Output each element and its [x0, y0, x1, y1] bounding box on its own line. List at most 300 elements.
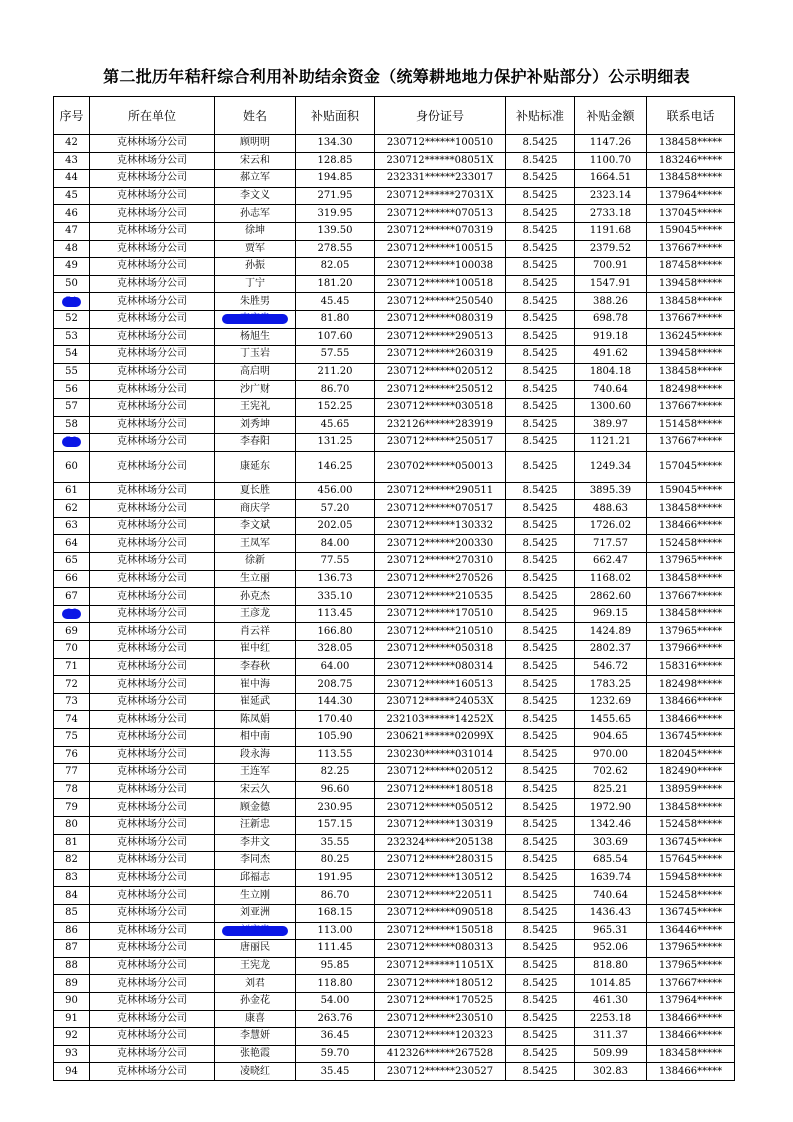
cell-amount-text: 1783.25: [589, 678, 632, 690]
cell-id: [375, 816, 506, 834]
cell-phone-text: 159045*****: [658, 484, 723, 496]
cell-id-text: 230712******100518: [386, 278, 494, 290]
cell-name: [215, 553, 296, 571]
cell-phone-text: 136245*****: [658, 330, 723, 342]
table-row: [54, 553, 735, 571]
cell-no: [54, 451, 90, 482]
cell-rate: [506, 275, 575, 293]
cell-area: [296, 328, 375, 346]
cell-name: [215, 940, 296, 958]
cell-no: [54, 434, 90, 452]
cell-name: [215, 623, 296, 641]
cell-rate-text: 8.5425: [522, 348, 558, 360]
cell-id-text: 230712******120323: [386, 1030, 494, 1042]
cell-rate-text: 8.5425: [522, 625, 558, 637]
cell-phone: [647, 363, 735, 381]
cell-area: [296, 764, 375, 782]
cell-no-text: 67: [65, 590, 78, 602]
cell-unit-text: 克林林场分公司: [117, 625, 187, 637]
cell-rate: [506, 922, 575, 940]
cell-amount: [575, 957, 647, 975]
cell-no: [54, 517, 90, 535]
cell-unit-text: 克林林场分公司: [117, 207, 187, 219]
cell-id-text: 230712******160513: [386, 678, 494, 690]
cell-name: [215, 693, 296, 711]
cell-no: [54, 346, 90, 364]
cell-name: [215, 605, 296, 623]
cell-phone-text: 137966*****: [658, 643, 723, 655]
cell-unit-text: 克林林场分公司: [117, 643, 187, 655]
cell-id: [375, 451, 506, 482]
cell-no-text: 56: [65, 383, 78, 395]
cell-amount-text: 1300.60: [589, 401, 632, 413]
cell-rate: [506, 764, 575, 782]
cell-rate: [506, 416, 575, 434]
cell-area-text: 113.00: [317, 924, 353, 936]
cell-phone: [647, 451, 735, 482]
cell-no-text: 74: [65, 713, 78, 725]
cell-rate: [506, 641, 575, 659]
cell-area-text: 194.85: [317, 172, 353, 184]
table-row: [54, 187, 735, 205]
cell-id-text: 230712******130332: [386, 520, 494, 532]
cell-rate-text: 8.5425: [522, 520, 558, 532]
cell-amount: [575, 328, 647, 346]
table-row: [54, 816, 735, 834]
cell-phone: [647, 658, 735, 676]
cell-area: [296, 658, 375, 676]
table-row: [54, 1045, 735, 1063]
cell-unit-text: 克林林场分公司: [117, 660, 187, 672]
cell-name: [215, 152, 296, 170]
cell-no: [54, 1010, 90, 1028]
cell-id: [375, 781, 506, 799]
cell-amount: [575, 746, 647, 764]
cell-area-text: 59.70: [320, 1047, 350, 1059]
cell-amount-text: 965.31: [593, 924, 628, 936]
cell-no: [54, 293, 90, 311]
cell-id-text: 230712******220511: [386, 889, 494, 901]
cell-rate: [506, 500, 575, 518]
cell-phone: [647, 434, 735, 452]
cell-phone: [647, 623, 735, 641]
cell-amount: [575, 799, 647, 817]
cell-rate-text: 8.5425: [522, 555, 558, 567]
cell-name: [215, 187, 296, 205]
cell-no: [54, 940, 90, 958]
cell-amount: [575, 346, 647, 364]
cell-name-text: 贾军: [245, 242, 265, 254]
cell-phone-text: 138466*****: [658, 520, 723, 532]
cell-name-text: 康喜: [245, 1012, 265, 1024]
cell-area: [296, 258, 375, 276]
cell-rate-text: 8.5425: [522, 696, 558, 708]
cell-area-text: 113.55: [317, 748, 353, 760]
table-row: [54, 535, 735, 553]
cell-rate-text: 8.5425: [522, 907, 558, 919]
cell-rate: [506, 451, 575, 482]
cell-rate: [506, 1045, 575, 1063]
cell-name-text: 肖云祥: [240, 625, 270, 637]
cell-area: [296, 135, 375, 153]
cell-phone-text: 152458*****: [658, 819, 723, 831]
cell-name-text: 徐坤: [245, 225, 265, 237]
cell-name: [215, 904, 296, 922]
cell-id-text: 230712******070513: [386, 207, 494, 219]
cell-area-text: 80.25: [320, 854, 350, 866]
cell-name: [215, 170, 296, 188]
cell-no-text: 47: [65, 225, 78, 237]
cell-no: [54, 623, 90, 641]
cell-id: [375, 729, 506, 747]
table-row: [54, 588, 735, 606]
cell-id-text: 230712******250540: [386, 295, 494, 307]
cell-no: [54, 398, 90, 416]
cell-area-text: 181.20: [317, 278, 353, 290]
cell-id-text: 232331******233017: [386, 172, 494, 184]
cell-no: [54, 957, 90, 975]
cell-area-text: 111.45: [317, 942, 353, 954]
cell-name-text: 崔延武: [240, 696, 270, 708]
cell-area: [296, 570, 375, 588]
cell-phone-text: 136745*****: [658, 836, 723, 848]
cell-area-text: 230.95: [317, 801, 353, 813]
cell-rate: [506, 170, 575, 188]
cell-id-text: 230712******020512: [386, 766, 494, 778]
cell-area-text: 328.05: [317, 643, 353, 655]
cell-id: [375, 605, 506, 623]
cell-amount-text: 461.30: [593, 995, 628, 1007]
cell-unit: [90, 975, 215, 993]
cell-id: [375, 346, 506, 364]
cell-no: [54, 482, 90, 500]
cell-rate-text: 8.5425: [522, 572, 558, 584]
cell-rate: [506, 517, 575, 535]
cell-phone-text: 136446*****: [658, 924, 723, 936]
cell-area: [296, 1028, 375, 1046]
cell-id-text: 230712******210510: [386, 625, 494, 637]
cell-area: [296, 711, 375, 729]
cell-id: [375, 1010, 506, 1028]
cell-no: [54, 553, 90, 571]
cell-unit-text: 克林林场分公司: [117, 436, 187, 448]
cell-unit: [90, 363, 215, 381]
cell-amount-text: 1121.21: [589, 436, 632, 448]
cell-amount-text: 311.37: [593, 1030, 628, 1042]
cell-amount: [575, 500, 647, 518]
cell-area: [296, 434, 375, 452]
table-row: [54, 293, 735, 311]
table-row: [54, 434, 735, 452]
cell-area: [296, 834, 375, 852]
cell-phone-text: 136745*****: [658, 907, 723, 919]
cell-area: [296, 416, 375, 434]
table-row: [54, 170, 735, 188]
cell-area-text: 208.75: [317, 678, 353, 690]
cell-id: [375, 535, 506, 553]
cell-rate: [506, 957, 575, 975]
cell-amount-text: 1436.43: [589, 907, 632, 919]
cell-no-text: 81: [65, 836, 78, 848]
cell-amount: [575, 623, 647, 641]
cell-amount-text: 685.54: [593, 854, 628, 866]
cell-no-text: 64: [65, 537, 78, 549]
cell-amount: [575, 434, 647, 452]
cell-id: [375, 222, 506, 240]
cell-id-text: 230621******02099X: [386, 731, 494, 743]
table-row: [54, 451, 735, 482]
cell-no-text: 61: [65, 484, 78, 496]
cell-rate-text: 8.5425: [522, 295, 558, 307]
cell-amount: [575, 658, 647, 676]
cell-amount-text: 969.15: [593, 608, 628, 620]
cell-amount: [575, 588, 647, 606]
cell-area: [296, 451, 375, 482]
cell-name: [215, 570, 296, 588]
cell-phone-text: 137667*****: [658, 436, 723, 448]
cell-name-text: 李文斌: [240, 520, 270, 532]
cell-rate: [506, 1010, 575, 1028]
cell-no: [54, 676, 90, 694]
cell-id-text: 230712******170510: [386, 608, 494, 620]
cell-phone: [647, 904, 735, 922]
table-row: [54, 205, 735, 223]
cell-rate-text: 8.5425: [522, 643, 558, 655]
cell-id: [375, 434, 506, 452]
cell-id: [375, 992, 506, 1010]
cell-no: [54, 535, 90, 553]
cell-id: [375, 482, 506, 500]
cell-name: [215, 711, 296, 729]
cell-rate: [506, 975, 575, 993]
cell-no-text: 85: [65, 907, 78, 919]
cell-rate-text: 8.5425: [522, 137, 558, 149]
cell-no-text: 66: [65, 572, 78, 584]
cell-name-text: 杨旭生: [240, 330, 270, 342]
cell-phone: [647, 1045, 735, 1063]
table-row: [54, 992, 735, 1010]
cell-name-text: 张艳霞: [240, 1047, 270, 1059]
cell-no: [54, 992, 90, 1010]
cell-amount-text: 740.64: [593, 889, 628, 901]
cell-rate: [506, 781, 575, 799]
cell-unit: [90, 641, 215, 659]
cell-no: [54, 205, 90, 223]
cell-no: [54, 240, 90, 258]
cell-rate-text: 8.5425: [522, 330, 558, 342]
cell-no: [54, 222, 90, 240]
cell-name-text: 陈凤娟: [240, 713, 270, 725]
cell-unit-text: 克林林场分公司: [117, 748, 187, 760]
cell-unit-text: 克林林场分公司: [117, 1047, 187, 1059]
cell-name: [215, 834, 296, 852]
cell-rate: [506, 729, 575, 747]
cell-phone-text: 138466*****: [658, 1012, 723, 1024]
table-row: [54, 500, 735, 518]
subsidy-table: [53, 96, 735, 1081]
cell-amount-text: 546.72: [593, 660, 628, 672]
cell-phone-text: 137964*****: [658, 995, 723, 1007]
cell-id: [375, 799, 506, 817]
cell-name: [215, 434, 296, 452]
cell-phone: [647, 641, 735, 659]
cell-unit: [90, 799, 215, 817]
cell-amount-text: 1804.18: [589, 366, 632, 378]
cell-name-text: 刘君: [245, 977, 265, 989]
cell-id: [375, 887, 506, 905]
table-row: [54, 570, 735, 588]
cell-rate: [506, 711, 575, 729]
cell-phone-text: 137667*****: [658, 242, 723, 254]
cell-unit: [90, 693, 215, 711]
cell-id: [375, 834, 506, 852]
cell-rate-text: 8.5425: [522, 854, 558, 866]
cell-unit: [90, 222, 215, 240]
cell-amount: [575, 781, 647, 799]
cell-id-text: 230712******050512: [386, 801, 494, 813]
cell-amount-text: 1147.26: [589, 137, 632, 149]
cell-amount-text: 1168.02: [589, 572, 632, 584]
cell-amount-text: 698.78: [593, 313, 628, 325]
cell-id-text: 232126******283919: [386, 418, 494, 430]
cell-no-text: 45: [65, 190, 78, 202]
cell-rate-text: 8.5425: [522, 924, 558, 936]
cell-unit-text: 克林林场分公司: [117, 520, 187, 532]
cell-phone: [647, 992, 735, 1010]
cell-phone: [647, 975, 735, 993]
cell-id: [375, 852, 506, 870]
cell-rate-text: 8.5425: [522, 801, 558, 813]
cell-unit: [90, 310, 215, 328]
cell-no-text: 69: [65, 625, 78, 637]
cell-no: [54, 729, 90, 747]
cell-no: [54, 605, 90, 623]
cell-name-text: 郝立军: [240, 172, 270, 184]
cell-area: [296, 500, 375, 518]
cell-unit-text: 克林林场分公司: [117, 502, 187, 514]
cell-rate-text: 8.5425: [522, 1012, 558, 1024]
cell-area: [296, 346, 375, 364]
cell-amount-text: 818.80: [593, 960, 628, 972]
cell-unit: [90, 275, 215, 293]
cell-id: [375, 170, 506, 188]
cell-rate: [506, 135, 575, 153]
cell-rate: [506, 346, 575, 364]
cell-unit-text: 克林林场分公司: [117, 819, 187, 831]
table-row: [54, 904, 735, 922]
cell-no-text: 63: [65, 520, 78, 532]
cell-no: [54, 834, 90, 852]
cell-id-text: 230712******230527: [386, 1065, 494, 1077]
cell-phone-text: 137667*****: [658, 313, 723, 325]
cell-amount: [575, 381, 647, 399]
cell-rate: [506, 570, 575, 588]
cell-phone: [647, 240, 735, 258]
cell-name-text: 李春阳: [240, 436, 270, 448]
cell-id: [375, 904, 506, 922]
cell-amount-text: 3895.39: [589, 484, 632, 496]
cell-rate-text: 8.5425: [522, 190, 558, 202]
cell-phone-text: 138458*****: [658, 608, 723, 620]
cell-unit-text: 克林林场分公司: [117, 225, 187, 237]
header-cell-rate: 补贴标准: [506, 97, 575, 135]
cell-name-text: 邱福志: [240, 872, 270, 884]
cell-unit-text: 克林林场分公司: [117, 190, 187, 202]
cell-area: [296, 922, 375, 940]
cell-unit: [90, 135, 215, 153]
cell-phone-text: 138458*****: [658, 172, 723, 184]
cell-id: [375, 1045, 506, 1063]
cell-unit: [90, 852, 215, 870]
cell-no: [54, 1063, 90, 1081]
table-row: [54, 275, 735, 293]
cell-amount: [575, 922, 647, 940]
cell-amount: [575, 187, 647, 205]
cell-area-text: 105.90: [317, 731, 353, 743]
cell-id: [375, 398, 506, 416]
cell-area-text: 113.45: [317, 608, 353, 620]
table-row: [54, 799, 735, 817]
cell-unit-text: 克林林场分公司: [117, 172, 187, 184]
cell-unit-text: 克林林场分公司: [117, 889, 187, 901]
cell-amount-text: 491.62: [593, 348, 628, 360]
cell-area-text: 86.70: [320, 383, 350, 395]
cell-rate: [506, 310, 575, 328]
cell-amount: [575, 170, 647, 188]
cell-unit-text: 克林林场分公司: [117, 731, 187, 743]
cell-phone: [647, 222, 735, 240]
cell-phone-text: 138458*****: [658, 295, 723, 307]
table-row: [54, 676, 735, 694]
cell-unit: [90, 904, 215, 922]
cell-id-text: 230712******020512: [386, 366, 494, 378]
cell-no: [54, 416, 90, 434]
cell-id-text: 232103******14252X: [386, 713, 494, 725]
cell-no-text: 70: [65, 643, 78, 655]
cell-amount-text: 1664.51: [589, 172, 632, 184]
cell-phone: [647, 693, 735, 711]
cell-rate: [506, 887, 575, 905]
cell-rate-text: 8.5425: [522, 225, 558, 237]
cell-rate: [506, 605, 575, 623]
cell-name-text: 康延东: [240, 460, 270, 472]
cell-rate: [506, 328, 575, 346]
cell-id: [375, 500, 506, 518]
cell-amount: [575, 729, 647, 747]
cell-name: [215, 588, 296, 606]
cell-amount-text: 740.64: [593, 383, 628, 395]
cell-amount-text: 2802.37: [589, 643, 632, 655]
cell-area: [296, 222, 375, 240]
cell-name-text: 崔中红: [240, 643, 270, 655]
table-row: [54, 240, 735, 258]
cell-area: [296, 641, 375, 659]
cell-phone-text: 138466*****: [658, 696, 723, 708]
cell-no-text: 51: [62, 297, 81, 307]
table-row: [54, 764, 735, 782]
cell-area: [296, 869, 375, 887]
cell-phone: [647, 746, 735, 764]
cell-name-text: 段永海: [240, 748, 270, 760]
cell-amount: [575, 310, 647, 328]
cell-rate-text: 8.5425: [522, 872, 558, 884]
cell-area-text: 191.95: [317, 872, 353, 884]
cell-unit-text: 克林林场分公司: [117, 418, 187, 430]
cell-rate: [506, 1063, 575, 1081]
cell-no-text: 50: [65, 278, 78, 290]
cell-id: [375, 957, 506, 975]
cell-id-text: 232324******205138: [386, 836, 494, 848]
